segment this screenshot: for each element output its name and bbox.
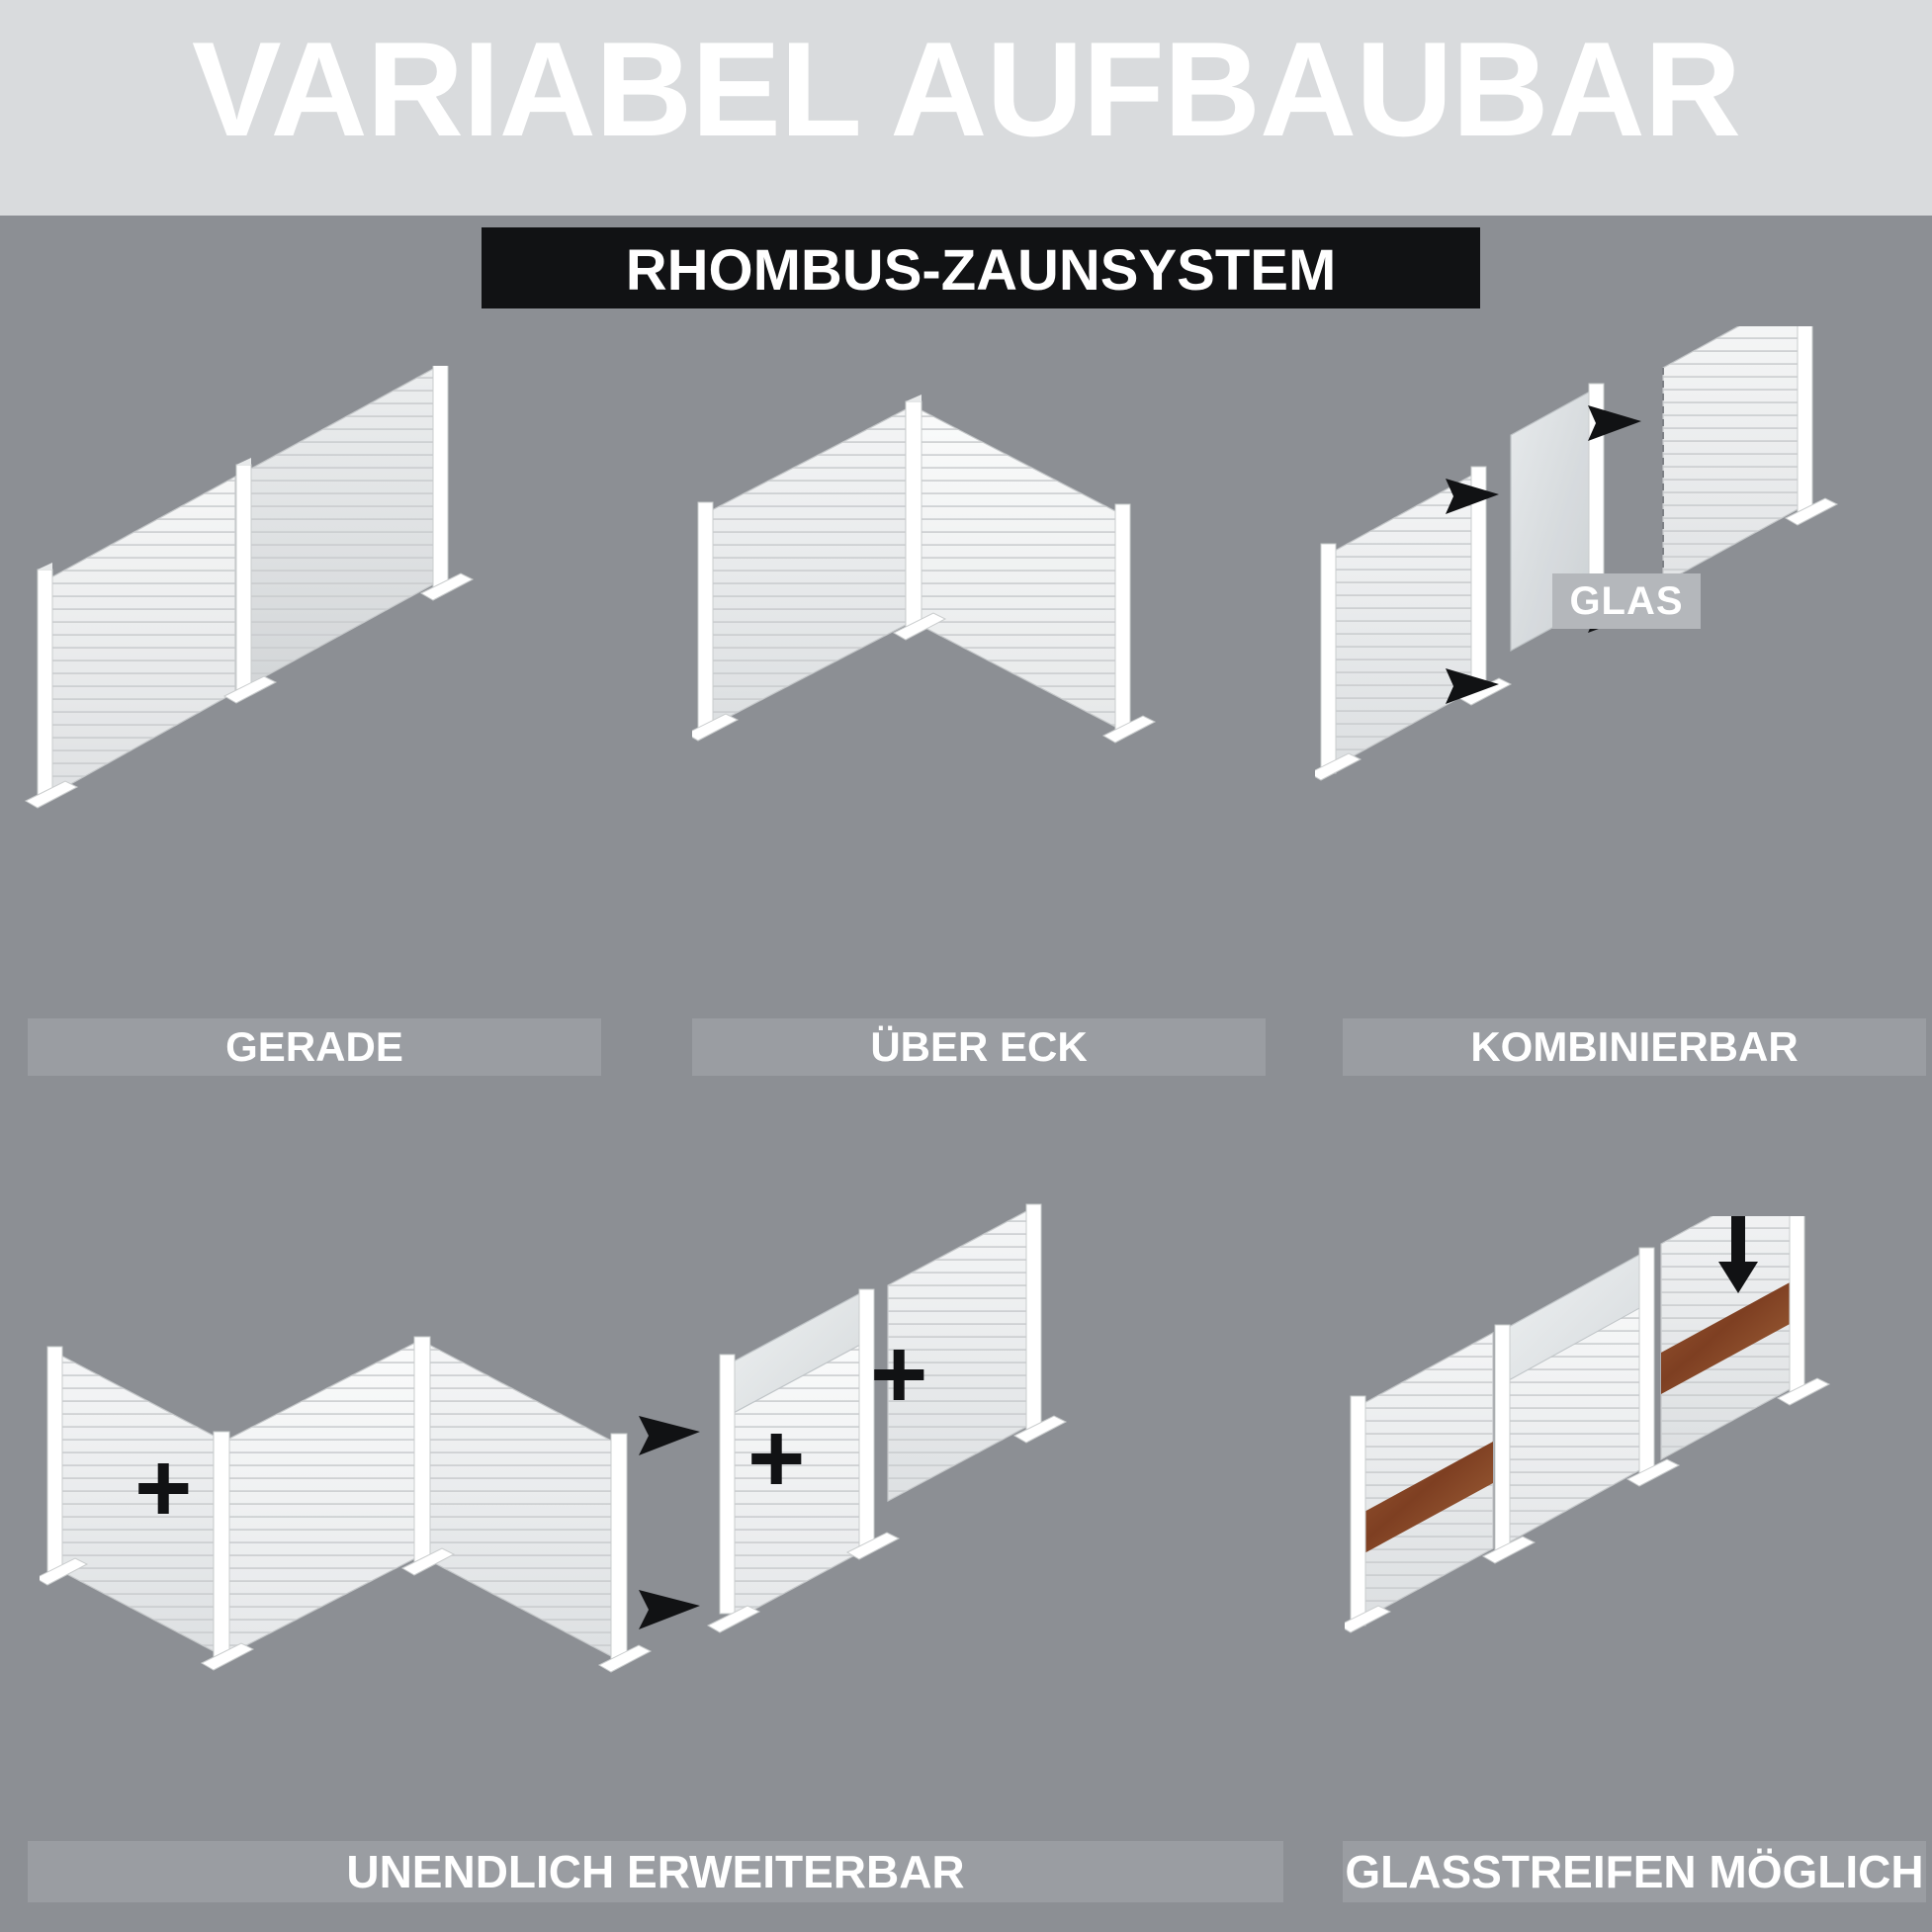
plus-marker-2: + bbox=[747, 1403, 806, 1514]
figure-glasstreifen bbox=[1345, 1216, 1928, 1839]
glas-label: GLAS bbox=[1552, 573, 1701, 629]
plus-marker-1: + bbox=[134, 1433, 193, 1543]
caption-ueber-eck: ÜBER ECK bbox=[692, 1018, 1266, 1076]
figure-unendlich-erweiterbar bbox=[40, 1196, 1295, 1839]
panel-front-left bbox=[1333, 475, 1473, 767]
panel-3-rust-insert bbox=[1661, 1216, 1792, 1459]
panel-right bbox=[249, 368, 435, 685]
subtitle: RHOMBUS-ZAUNSYSTEM bbox=[625, 238, 1337, 303]
fence-corner-illustration bbox=[692, 366, 1305, 999]
fence-combinable-illustration bbox=[1315, 326, 1928, 1009]
figure-kombinierbar bbox=[1315, 326, 1928, 1009]
fence-extendable-illustration bbox=[40, 1196, 1295, 1839]
page-title: VARIABEL AUFBAUBAR bbox=[191, 14, 1741, 164]
panel-3 bbox=[429, 1345, 613, 1657]
caption-glasstreifen: GLASSTREIFEN MÖGLICH bbox=[1343, 1841, 1926, 1902]
arrow-upper-right bbox=[1588, 405, 1641, 441]
panel-1-rust bbox=[1362, 1333, 1493, 1620]
arrow-module-upper bbox=[639, 1416, 700, 1455]
panel-back-right bbox=[1663, 326, 1800, 583]
panel-left bbox=[49, 477, 235, 796]
arrow-module-lower bbox=[639, 1590, 700, 1629]
caption-unendlich-erweiterbar: UNENDLICH ERWEITERBAR bbox=[28, 1841, 1283, 1902]
panel-2 bbox=[227, 1343, 415, 1655]
panel-right-wing bbox=[920, 409, 1117, 728]
caption-gerade: GERADE bbox=[28, 1018, 601, 1076]
panel-2-glass bbox=[1509, 1254, 1641, 1542]
plus-marker-3: + bbox=[870, 1319, 928, 1430]
fence-glassstrip-illustration bbox=[1345, 1216, 1928, 1839]
fence-gerade-illustration bbox=[20, 366, 623, 999]
figure-ueber-eck bbox=[692, 366, 1305, 999]
figure-gerade bbox=[20, 366, 623, 999]
caption-kombinierbar: KOMBINIERBAR bbox=[1343, 1018, 1926, 1076]
panel-left-wing bbox=[710, 409, 906, 727]
